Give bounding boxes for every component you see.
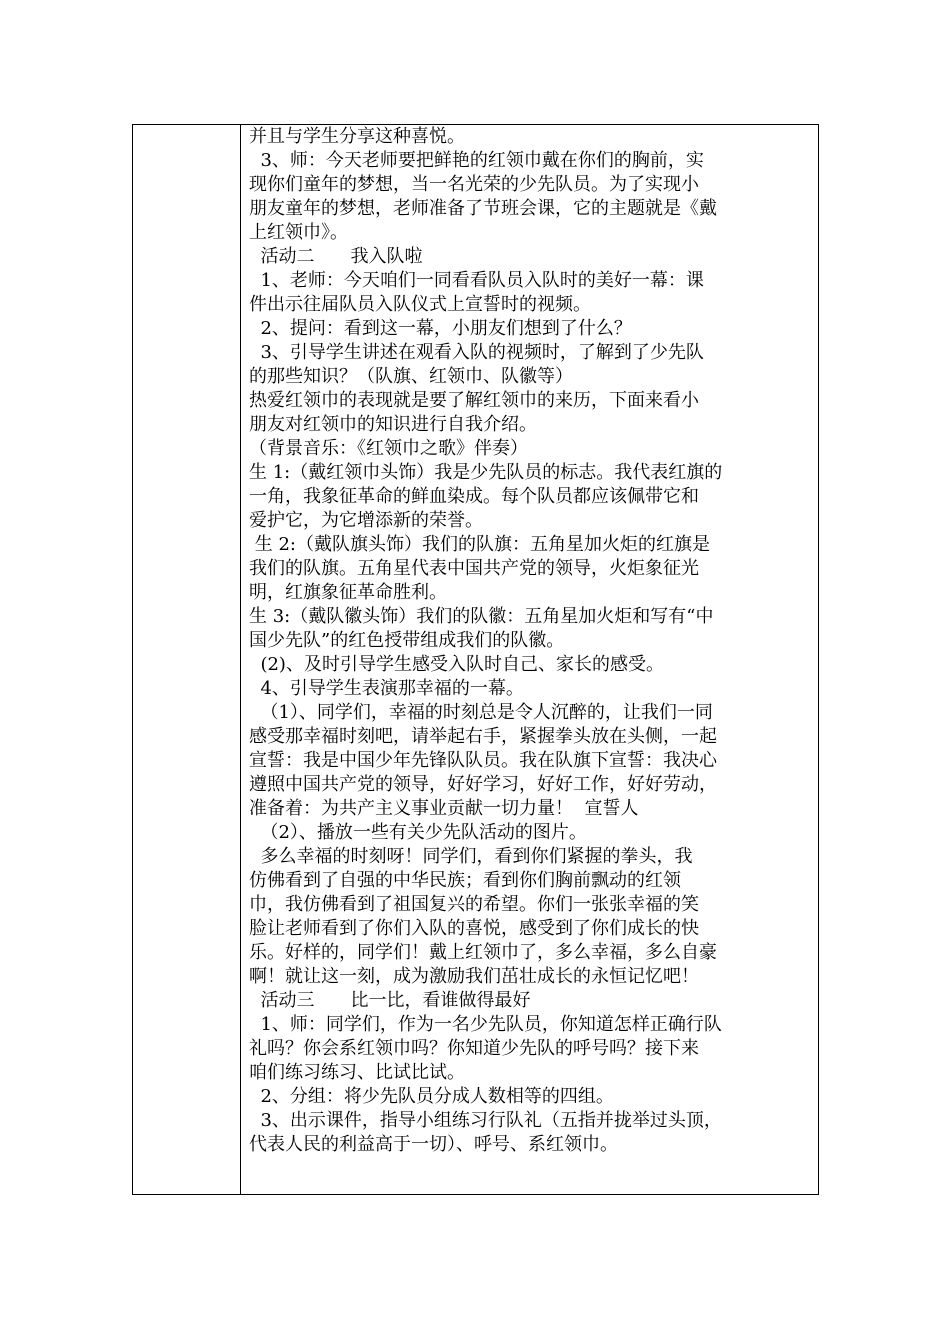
text-line: 4、引导学生表演那幸福的一幕。 <box>249 678 524 699</box>
text-line: 热爱红领巾的表现就是要了解红领巾的来历，下面来看小 <box>249 390 699 411</box>
text-line: 件出示往届队员入队仪式上宣誓时的视频。 <box>249 294 591 315</box>
text-line: 脸让老师看到了你们入队的喜悦，感受到了你们成长的快 <box>249 918 699 939</box>
text-line: 一角，我象征革命的鲜血染成。每个队员都应该佩带它和 <box>249 486 699 507</box>
text-line: 巾，我仿佛看到了祖国复兴的希望。你们一张张幸福的笑 <box>249 894 699 915</box>
text-line: 遵照中国共产党的领导，好好学习，好好工作，好好劳动， <box>249 774 717 795</box>
text-line: 生 1:（戴红领巾头饰）我是少先队员的标志。我代表红旗的 <box>249 462 723 483</box>
text-line: 的那些知识？（队旗、红领巾、队徽等） <box>249 366 573 387</box>
text-line: 感受那幸福时刻吧，请举起右手，紧握拳头放在头侧，一起 <box>249 726 717 747</box>
text-line: （背景音乐：《红领巾之歌》伴奏） <box>249 438 528 459</box>
text-line: 3、出示课件，指导小组练习行队礼（五指并拢举过头顶， <box>249 1110 722 1131</box>
table-left-column <box>133 125 241 1194</box>
text-line: 朋友童年的梦想，老师准备了节班会课，它的主题就是《戴 <box>249 198 717 219</box>
text-line: 我们的队旗。五角星代表中国共产党的领导，火炬象征光 <box>249 558 699 579</box>
text-line: 1、老师：今天咱们一同看看队员入队时的美好一幕：课 <box>249 270 704 291</box>
text-line: 礼吗？你会系红领巾吗？你知道少先队的呼号吗？接下来 <box>249 1038 699 1059</box>
section-heading: 活动三 比一比，看谁做得最好 <box>249 990 531 1011</box>
text-line: 2、分组：将少先队员分成人数相等的四组。 <box>249 1086 614 1107</box>
text-line: 1、师：同学们，作为一名少先队员，你知道怎样正确行队 <box>249 1014 722 1035</box>
text-line: 咱们练习练习、比试比试。 <box>249 1062 465 1083</box>
lesson-table <box>132 124 819 1195</box>
text-line: 准备着：为共产主义事业贡献一切力量！ 宣誓人 <box>249 798 639 819</box>
text-line: 现你们童年的梦想，当一名光荣的少先队员。为了实现小 <box>249 174 699 195</box>
text-line: 上红领巾》。 <box>249 222 348 243</box>
table-content-column <box>241 125 818 1194</box>
text-line: 并且与学生分享这种喜悦。 <box>249 126 465 147</box>
text-line: （2）、播放一些有关少先队活动的图片。 <box>249 822 587 843</box>
text-line: 生 2:（戴队旗头饰）我们的队旗：五角星加火炬的红旗是 <box>249 534 710 555</box>
text-line: （1）、同学们，幸福的时刻总是令人沉醉的，让我们一同 <box>249 702 713 723</box>
text-line: 爱护它，为它增添新的荣誉。 <box>249 510 483 531</box>
text-line: 朋友对红领巾的知识进行自我介绍。 <box>249 414 537 435</box>
text-line: 3、师：今天老师要把鲜艳的红领巾戴在你们的胸前，实 <box>249 150 704 171</box>
text-line: 明，红旗象征革命胜利。 <box>249 582 447 603</box>
text-line: 仿佛看到了自强的中华民族；看到你们胸前飘动的红领 <box>249 870 681 891</box>
text-line: 代表人民的利益高于一切）、呼号、系红领巾。 <box>249 1134 618 1155</box>
text-line: 啊！就让这一刻，成为激励我们茁壮成长的永恒记忆吧！ <box>249 966 699 987</box>
text-line: 3、引导学生讲述在观看入队的视频时，了解到了少先队 <box>249 342 704 363</box>
text-line: 宣誓：我是中国少年先锋队队员。我在队旗下宣誓：我决心 <box>249 750 717 771</box>
text-line: (2)、及时引导学生感受入队时自己、家长的感受。 <box>249 654 664 675</box>
text-line: 生 3:（戴队徽头饰）我们的队徽：五角星加火炬和写有“中 <box>249 606 714 627</box>
text-line: 多么幸福的时刻呀！同学们，看到你们紧握的拳头，我 <box>249 846 693 867</box>
text-line: 国少先队”的红色授带组成我们的队徽。 <box>249 630 565 651</box>
text-line: 2、提问：看到这一幕，小朋友们想到了什么？ <box>249 318 632 339</box>
text-line: 乐。好样的，同学们！戴上红领巾了，多么幸福，多么自豪 <box>249 942 717 963</box>
section-heading: 活动二 我入队啦 <box>249 246 423 267</box>
